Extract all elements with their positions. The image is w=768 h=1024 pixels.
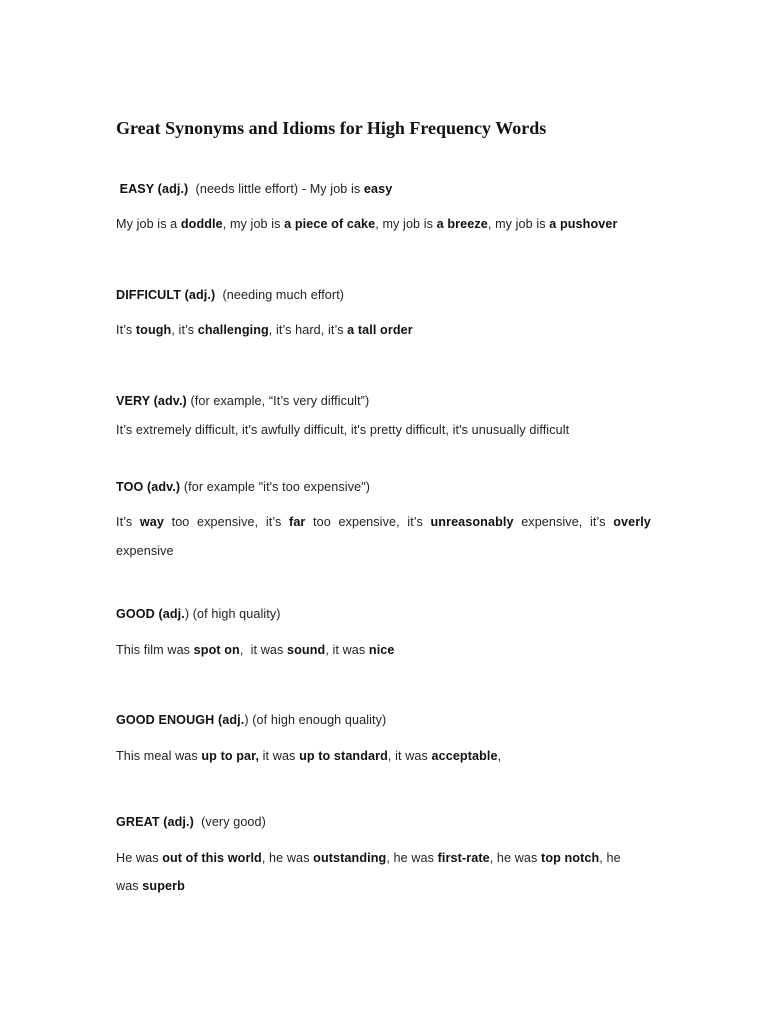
synonym: tough	[135, 323, 172, 337]
example-text: , it was	[239, 643, 288, 657]
entry-too-examples-cont: expensive	[116, 544, 174, 558]
term-label: EASY (adj.)	[116, 182, 189, 196]
example-text: , my job is	[375, 217, 437, 231]
synonym: unreasonably	[430, 515, 514, 529]
example-text: , it’s hard, it’s	[268, 323, 348, 337]
term-label: TOO (adv.)	[116, 480, 181, 494]
example-text: , my job is	[222, 217, 285, 231]
example-text: This film was	[116, 643, 194, 657]
example-word: it’s	[265, 515, 282, 529]
synonym: a piece of cake	[284, 217, 376, 231]
entry-difficult-examples	[116, 323, 413, 337]
entry-too-examples	[116, 515, 651, 529]
entry-good-examples	[116, 643, 395, 657]
term-emphasis: easy	[363, 182, 393, 196]
example-text: was	[116, 879, 143, 893]
example-text: He was	[116, 851, 163, 865]
synonym: overly	[613, 515, 651, 529]
synonym: superb	[142, 879, 185, 893]
term-label: GREAT (adj.)	[116, 815, 194, 829]
definition-text: (needs little effort) - My job is	[188, 182, 364, 196]
entry-good-enough-examples	[116, 749, 501, 763]
definition-text: ) (of high enough quality)	[244, 713, 387, 727]
synonym: challenging	[197, 323, 269, 337]
entry-great-heading	[116, 815, 266, 829]
entry-very-heading	[116, 394, 369, 408]
entry-too-heading	[116, 480, 370, 494]
definition-text: (very good)	[193, 815, 266, 829]
example-word: expensive,	[338, 515, 400, 529]
synonym: spot on	[193, 643, 240, 657]
synonym: up to standard	[299, 749, 388, 763]
example-text: This meal was	[116, 749, 202, 763]
definition-text: ) (of high quality)	[184, 607, 281, 621]
example-text: , my job is	[487, 217, 550, 231]
page-title: Great Synonyms and Idioms for High Frequency Words	[116, 118, 547, 138]
example-word: too	[171, 515, 190, 529]
synonym: acceptable	[431, 749, 498, 763]
entry-great-examples	[116, 851, 621, 865]
example-text: , he	[599, 851, 621, 865]
example-text: , he was	[261, 851, 314, 865]
synonym: first-rate	[437, 851, 490, 865]
term-label: VERY (adv.)	[116, 394, 187, 408]
synonym: sound	[287, 643, 326, 657]
synonym: way	[139, 515, 164, 529]
example-text: , it’s	[171, 323, 198, 337]
synonym: doddle	[180, 217, 223, 231]
synonym: top notch	[541, 851, 600, 865]
entry-great-examples-cont	[116, 879, 185, 893]
term-label: GOOD ENOUGH (adj.	[116, 713, 245, 727]
example-word: it’s	[407, 515, 423, 529]
entry-difficult-heading	[116, 288, 344, 302]
example-word: too	[313, 515, 331, 529]
entry-good-heading	[116, 607, 281, 621]
example-word: expensive,	[197, 515, 259, 529]
example-word: It’s	[116, 515, 133, 529]
example-text: My job is a	[116, 217, 181, 231]
entry-very-examples: It’s extremely difficult, it's awfully difficult, it's pretty difficult, it's unusually difficult	[116, 423, 570, 437]
definition-text: (needing much effort)	[215, 288, 345, 302]
example-word: it’s	[590, 515, 606, 529]
example-text: , it was	[387, 749, 432, 763]
synonym: nice	[368, 643, 395, 657]
example-text: , he was	[386, 851, 438, 865]
synonym: a pushover	[549, 217, 618, 231]
entry-easy-heading	[116, 182, 392, 196]
example-text: it was	[259, 749, 300, 763]
example-text: , it was	[325, 643, 369, 657]
synonym: far	[289, 515, 306, 529]
synonym: outstanding	[313, 851, 387, 865]
example-text: , he was	[489, 851, 542, 865]
term-label: GOOD (adj.	[116, 607, 185, 621]
entry-good-enough-heading	[116, 713, 386, 727]
example-word: expensive,	[521, 515, 583, 529]
example-text: It’s	[116, 323, 136, 337]
entry-easy-examples	[116, 217, 617, 231]
synonym: a breeze	[436, 217, 488, 231]
synonym: out of this world	[162, 851, 262, 865]
synonym: up to par,	[201, 749, 260, 763]
definition-text: (for example, “It’s very difficult”)	[186, 394, 370, 408]
term-label: DIFFICULT (adj.)	[116, 288, 216, 302]
definition-text: (for example "it's too expensive")	[180, 480, 371, 494]
example-text: ,	[497, 749, 502, 763]
synonym: a tall order	[347, 323, 413, 337]
